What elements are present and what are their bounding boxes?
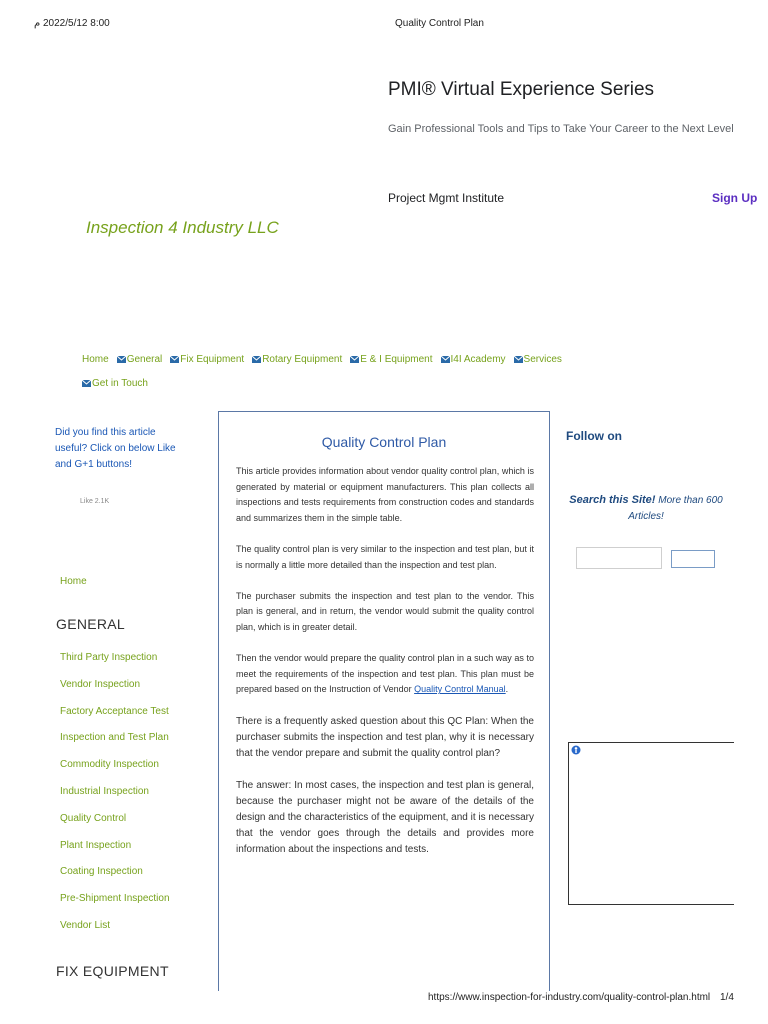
dropdown-arrow-icon xyxy=(117,356,126,363)
dropdown-arrow-icon xyxy=(350,356,359,363)
nav-item-fix-equipment[interactable] xyxy=(170,348,244,372)
dropdown-arrow-icon xyxy=(514,356,523,363)
share-prompt-text: Did you find this article useful? Click on below Like and G+1 buttons! xyxy=(55,427,176,470)
sidebar-link[interactable]: Quality Control xyxy=(60,812,127,824)
nav-item-label: Rotary Equipment xyxy=(262,354,343,365)
article-paragraph: This article provides information about vendor quality control plan, which is generated by material or equipment manufacturers. This plan collects all inspections and tests requirements from construction codes and standards and summarizes them in the simple table. xyxy=(236,466,534,523)
ad-placeholder[interactable] xyxy=(568,742,734,905)
ad-advertiser[interactable]: Project Mgmt Institute xyxy=(388,191,505,205)
nav-item-services[interactable] xyxy=(514,348,562,372)
search-button[interactable] xyxy=(671,550,715,568)
like-button[interactable]: Like 2.1K xyxy=(80,498,110,505)
nav-item-label: Services xyxy=(523,354,562,365)
article-body xyxy=(236,464,534,874)
main-nav xyxy=(82,348,642,396)
article-panel xyxy=(218,411,550,991)
ad-title[interactable]: PMI® Virtual Experience Series xyxy=(388,79,655,100)
print-url: https://www.inspection-for-industry.com/quality-control-plan.html xyxy=(428,992,711,1003)
print-doc-title: Quality Control Plan xyxy=(395,18,484,29)
nav-item-general[interactable] xyxy=(117,348,163,372)
article-paragraph xyxy=(236,651,534,698)
follow-on-heading: Follow on xyxy=(566,429,622,443)
print-date: 8:00 2022/5/12 م xyxy=(34,18,110,29)
nav-item-home[interactable] xyxy=(82,348,109,372)
sidebar-link[interactable]: Vendor Inspection xyxy=(60,678,141,690)
dropdown-arrow-icon xyxy=(252,356,261,363)
search-input[interactable] xyxy=(576,547,662,569)
sidebar-link[interactable]: Pre-Shipment Inspection xyxy=(60,893,170,905)
print-page-number: 1/4 xyxy=(720,992,734,1003)
nav-item-rotary-equipment[interactable] xyxy=(252,348,342,372)
dropdown-arrow-icon xyxy=(170,356,179,363)
nav-item-e-i-equipment[interactable] xyxy=(350,348,432,372)
article-paragraph: The quality control plan is very similar to the inspection and test plan, but it is normally a little more detailed than the inspection and test plan. xyxy=(236,543,534,570)
nav-item-label: Fix Equipment xyxy=(180,354,245,365)
ad-subtitle[interactable]: Gain Professional Tools and Tips to Take Your Career to the Next Level xyxy=(388,123,734,135)
sidebar-link[interactable]: Factory Acceptance Test xyxy=(60,705,169,717)
section-heading-general: GENERAL xyxy=(56,616,126,632)
search-promo xyxy=(566,492,726,525)
search-promo-strong: Search this Site! xyxy=(569,494,656,506)
adchoices-icon[interactable] xyxy=(571,745,581,755)
article-title: Quality Control Plan xyxy=(321,434,447,450)
sidebar-home-link[interactable]: Home xyxy=(60,576,87,587)
nav-item-label: General xyxy=(126,354,163,365)
dropdown-arrow-icon xyxy=(441,356,450,363)
search-promo-rest: More than 600 Articles! xyxy=(628,495,723,522)
sidebar-link[interactable]: Coating Inspection xyxy=(60,866,143,878)
sidebar-link[interactable]: Vendor List xyxy=(60,919,111,931)
sidebar-link[interactable]: Industrial Inspection xyxy=(60,785,149,797)
article-paragraph-end: . xyxy=(505,684,509,695)
sidebar-general-links xyxy=(60,651,210,946)
ad-signup-button[interactable]: Sign Up xyxy=(712,191,758,205)
article-paragraph: There is a frequently asked question about this QC Plan: When the purchaser submits the inspection and test plan, why it is necessary that the vendor prepare and submit the quality control plan? xyxy=(236,715,534,759)
article-paragraph-text: Then the vendor would prepare the quality control plan in a such way as to meet the requirements of the inspection and test plan. This plan must be prepared based on the Instruction of Vendor xyxy=(236,653,534,695)
sidebar-link[interactable]: Plant Inspection xyxy=(60,839,132,851)
sidebar-link[interactable]: Commodity Inspection xyxy=(60,759,159,771)
share-prompt xyxy=(55,425,190,473)
nav-item-get-in-touch[interactable] xyxy=(82,372,148,396)
nav-item-label: Home xyxy=(82,354,109,365)
sidebar-link[interactable]: Inspection and Test Plan xyxy=(60,732,169,744)
site-title[interactable]: Inspection 4 Industry LLC xyxy=(86,218,279,237)
dropdown-arrow-icon xyxy=(82,380,91,387)
section-heading-fix-equipment: FIX EQUIPMENT xyxy=(56,963,169,979)
article-paragraph: The purchaser submits the inspection and test plan to the vendor. This plan is general, and in return, the vendor would submit the quality control plan, which is in greater detail. xyxy=(236,590,534,632)
nav-item-i4i-academy[interactable] xyxy=(441,348,506,372)
nav-item-label: Get in Touch xyxy=(92,378,148,389)
nav-item-label: I4I Academy xyxy=(450,354,506,365)
nav-item-label: E & I Equipment xyxy=(360,354,433,365)
quality-control-manual-link[interactable]: Quality Control Manual xyxy=(414,684,506,695)
article-paragraph: The answer: In most cases, the inspection and test plan is general, because the purchaser might not be aware of the details of the design and the characteristics of the equipment, and it is necessary that the vendor goes through the details and provides more information about the inspections and tests. xyxy=(236,779,534,855)
sidebar-link[interactable]: Third Party Inspection xyxy=(60,652,158,663)
